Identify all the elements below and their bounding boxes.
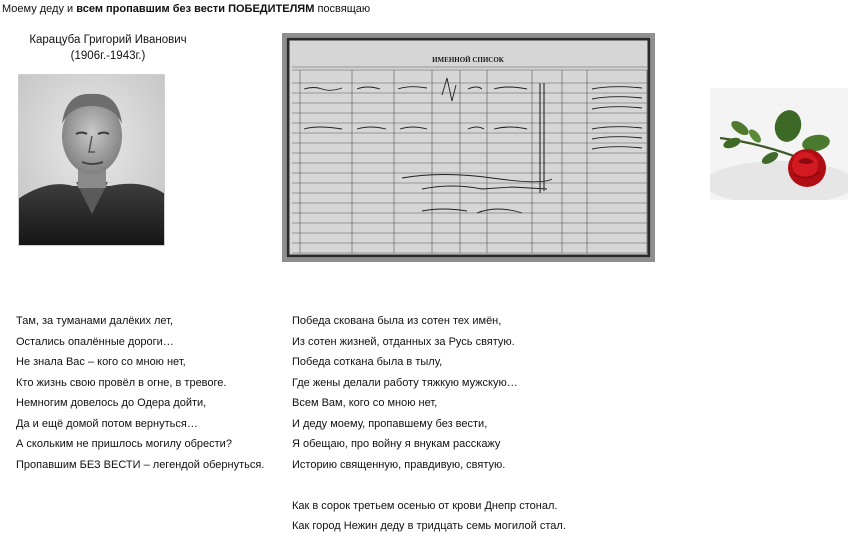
dedication-line xyxy=(2,3,370,15)
poem-left-column xyxy=(16,311,264,475)
poem-line: А скольким не пришлось могилу обрести? xyxy=(16,438,232,450)
poem-line: Не знала Вас – кого со мною нет, xyxy=(16,356,186,368)
poem-line: И деду моему, пропавшему без вести, xyxy=(292,417,488,430)
poem-line: Остались опалённые дороги… xyxy=(16,335,174,348)
poem-line: Историю священную, правдивую, святую. xyxy=(292,458,506,471)
rose-image xyxy=(710,88,848,200)
portrait-photo xyxy=(18,74,165,246)
poem-line: Победа скована была из сотен тех имён, xyxy=(292,315,502,327)
poem-line: Победа соткана была в тылу, xyxy=(292,356,443,368)
hero-name: Карацуба Григорий Иванович xyxy=(29,34,187,46)
archive-document-image xyxy=(282,33,655,262)
poem-line: Как в сорок третьем осенью от крови Днепр стонал. xyxy=(292,499,558,512)
dedication-text-3: посвящаю xyxy=(314,3,371,15)
dedication-text-bold: всем пропавшим без вести ПОБЕДИТЕЛЯМ xyxy=(76,3,315,15)
hero-years: (1906г.-1943г.) xyxy=(70,50,146,62)
poem-line: Кто жизнь свою провёл в огне, в тревоге. xyxy=(16,376,227,389)
dedication-text-1: Моему деду и xyxy=(2,3,77,15)
poem-line: Немногим довелось до Одера дойти, xyxy=(16,397,207,409)
poem-line: Как город Нежин деду в тридцать семь могилой стал. xyxy=(292,520,566,532)
poem-line: Да и ещё домой потом вернуться… xyxy=(16,417,198,430)
document-heading: ИМЕННОЙ СПИСОК xyxy=(432,56,504,64)
poem-line: Из сотен жизней, отданных за Русь святую. xyxy=(292,335,515,348)
hero-caption xyxy=(18,32,198,64)
poem-line: Пропавшим БЕЗ ВЕСТИ – легендой обернуться. xyxy=(16,458,265,471)
poem-line: Где жены делали работу тяжкую мужскую… xyxy=(292,376,518,389)
poem-line: Всем Вам, кого со мною нет, xyxy=(292,397,438,409)
poem-line: Там, за туманами далёких лет, xyxy=(16,315,174,327)
stanza-gap xyxy=(292,475,566,496)
poem-line: Я обещаю, про войну я внукам расскажу xyxy=(292,438,501,450)
poem-right-column xyxy=(292,311,566,537)
